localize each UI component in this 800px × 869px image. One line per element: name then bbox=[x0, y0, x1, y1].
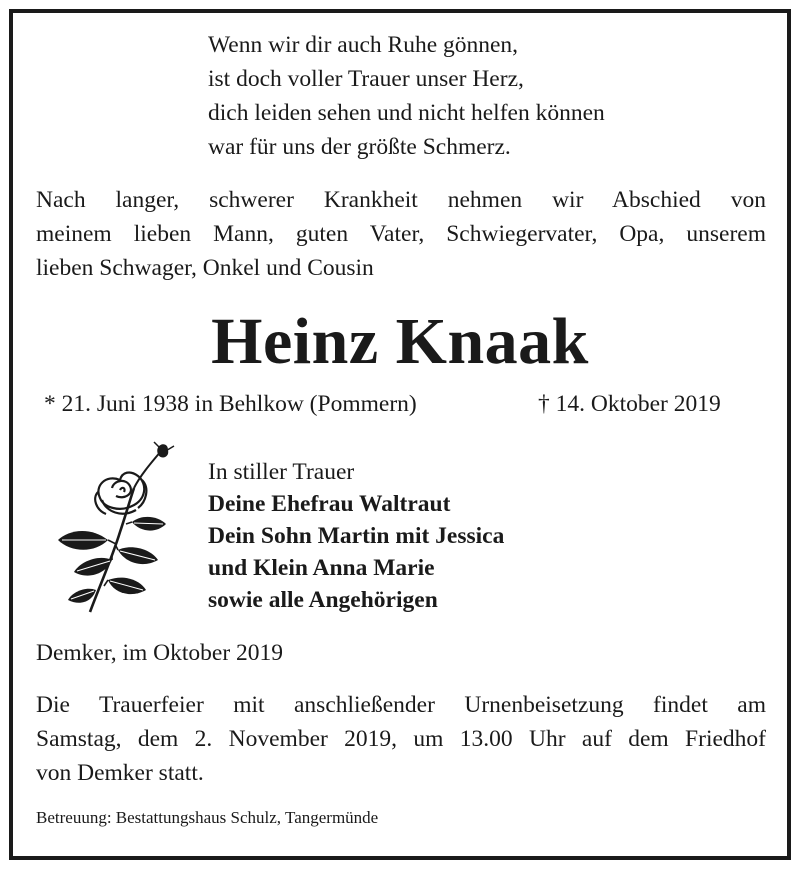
mourner-line: Deine Ehefrau Waltraut bbox=[208, 491, 451, 517]
farewell-text bbox=[36, 183, 766, 285]
mourner-line: und Klein Anna Marie bbox=[208, 555, 435, 581]
mourners-heading: In stiller Trauer bbox=[208, 459, 355, 485]
ceremony-notice bbox=[36, 688, 766, 790]
intro-line: lieben Schwager, Onkel und Cousin bbox=[36, 255, 374, 281]
ceremony-line: von Demker statt. bbox=[36, 760, 204, 786]
rose-icon bbox=[50, 440, 180, 620]
poem-line: dich leiden sehen und nicht helfen können bbox=[208, 100, 605, 126]
poem-line: Wenn wir dir auch Ruhe gönnen, bbox=[208, 32, 519, 58]
ceremony-line: Samstag, dem 2. November 2019, um 13.00 Uhr auf dem Friedhof bbox=[36, 726, 766, 752]
death-date: † 14. Oktober 2019 bbox=[538, 391, 721, 417]
mourner-line: sowie alle Angehörigen bbox=[208, 587, 438, 613]
ceremony-line: Die Trauerfeier mit anschließender Urnenbeisetzung findet am bbox=[36, 692, 766, 718]
funeral-home-credit: Betreuung: Bestattungshaus Schulz, Tangermünde bbox=[36, 808, 379, 827]
mourners-block bbox=[208, 456, 504, 616]
intro-line: Nach langer, schwerer Krankheit nehmen wir Abschied von bbox=[36, 187, 766, 213]
poem-line: war für uns der größte Schmerz. bbox=[208, 134, 511, 160]
place-and-date: Demker, im Oktober 2019 bbox=[36, 640, 284, 666]
poem-line: ist doch voller Trauer unser Herz, bbox=[208, 66, 524, 92]
memorial-poem bbox=[208, 28, 605, 164]
deceased-name: Heinz Knaak bbox=[211, 305, 589, 378]
intro-line: meinem lieben Mann, guten Vater, Schwiegervater, Opa, unserem bbox=[36, 221, 766, 247]
mourner-line: Dein Sohn Martin mit Jessica bbox=[208, 523, 505, 549]
birth-date: * 21. Juni 1938 in Behlkow (Pommern) bbox=[44, 391, 417, 417]
